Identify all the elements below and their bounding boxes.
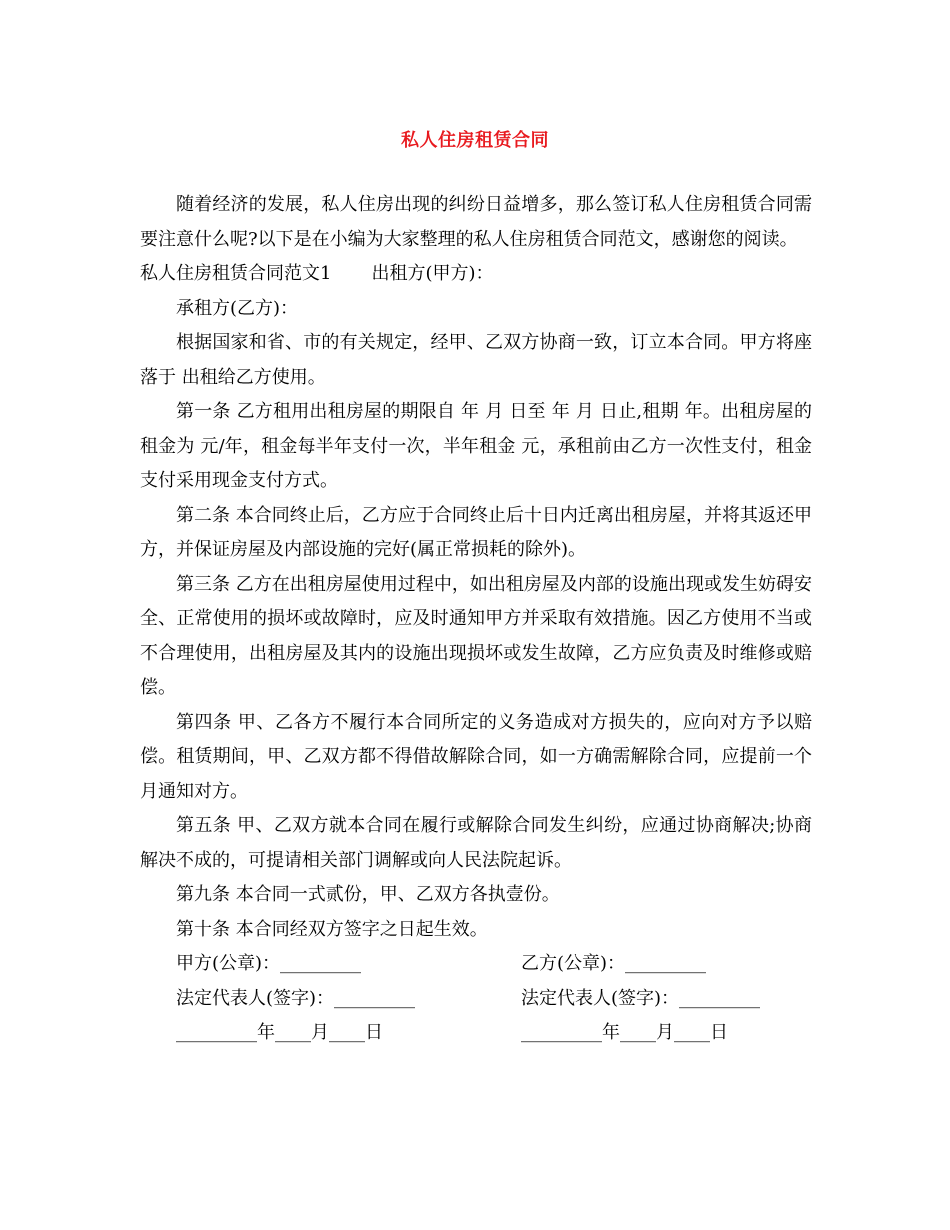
lessor-label: 出租方(甲方)： xyxy=(371,263,494,284)
clause-paragraph: 第二条 本合同终止后，乙方应于合同终止后十日内迁离出租房屋，并将其返还甲方，并保证房屋及内部设施的完好(属正常损耗的除外)。 xyxy=(140,504,812,560)
party-b-representative: 法定代表人(签字)：_________ xyxy=(521,987,761,1009)
clause-paragraph: 第四条 甲、乙各方不履行本合同所定的义务造成对方损失的，应向对方予以赔偿。租赁期间，甲、乙双方都不得借故解除合同，如一方确需解除合同，应提前一个月通知对方。 xyxy=(140,711,812,802)
signature-row-representative xyxy=(140,982,812,1017)
party-a-representative: 法定代表人(签字)：_________ xyxy=(176,987,416,1009)
clause-paragraph: 第三条 乙方在出租房屋使用过程中，如出租房屋及内部的设施出现或发生妨碍安全、正常使用的损坏或故障时，应及时通知甲方并采取有效措施。因乙方使用不当或不合理使用，出租房屋及其内的设施出现损坏或发生故障，乙方应负责及时维修或赔偿。 xyxy=(140,573,812,698)
sample-heading: 私人住房租赁合同范文1 xyxy=(140,263,332,284)
party-b-seal: 乙方(公章)：_________ xyxy=(521,953,707,974)
lessee-label: 承租方(乙方)： xyxy=(176,297,299,319)
party-a-seal: 甲方(公章)：_________ xyxy=(176,953,362,974)
intro-paragraph: 随着经济的发展，私人住房出现的纠纷日益增多，那么签订私人住房租赁合同需要注意什么呢?以下是在小编为大家整理的私人住房租赁合同范文，感谢您的阅读。 xyxy=(140,194,812,250)
clause-paragraph: 第一条 乙方租用出租房屋的期限自 年 月 日至 年 月 日止,租期 年。出租房屋的租金为 元/年，租金每半年支付一次，半年租金 元，承租前由乙方一次性支付，租金支付采用现金支付方式。 xyxy=(140,401,812,491)
clause-paragraph: 第九条 本合同一式贰份，甲、乙双方各执壹份。 xyxy=(176,884,560,905)
party-a-date: _________年____月____日 xyxy=(176,1022,383,1043)
clause-paragraph: 第十条 本合同经双方签字之日起生效。 xyxy=(176,918,488,940)
signature-row-seal xyxy=(140,947,812,982)
document-title: 私人住房租赁合同 xyxy=(401,130,549,151)
sample-heading-line xyxy=(140,257,812,292)
party-b-date: _________年____月____日 xyxy=(521,1022,728,1043)
document-body xyxy=(140,188,812,1051)
clause-paragraph: 第五条 甲、乙双方就本合同在履行或解除合同发生纠纷，应通过协商解决;协商解决不成的，可提请相关部门调解或向人民法院起诉。 xyxy=(140,815,812,871)
preamble-paragraph: 根据国家和省、市的有关规定，经甲、乙双方协商一致，订立本合同。甲方将座落于 出租给乙方使用。 xyxy=(140,332,812,388)
signature-row-date xyxy=(140,1016,812,1051)
